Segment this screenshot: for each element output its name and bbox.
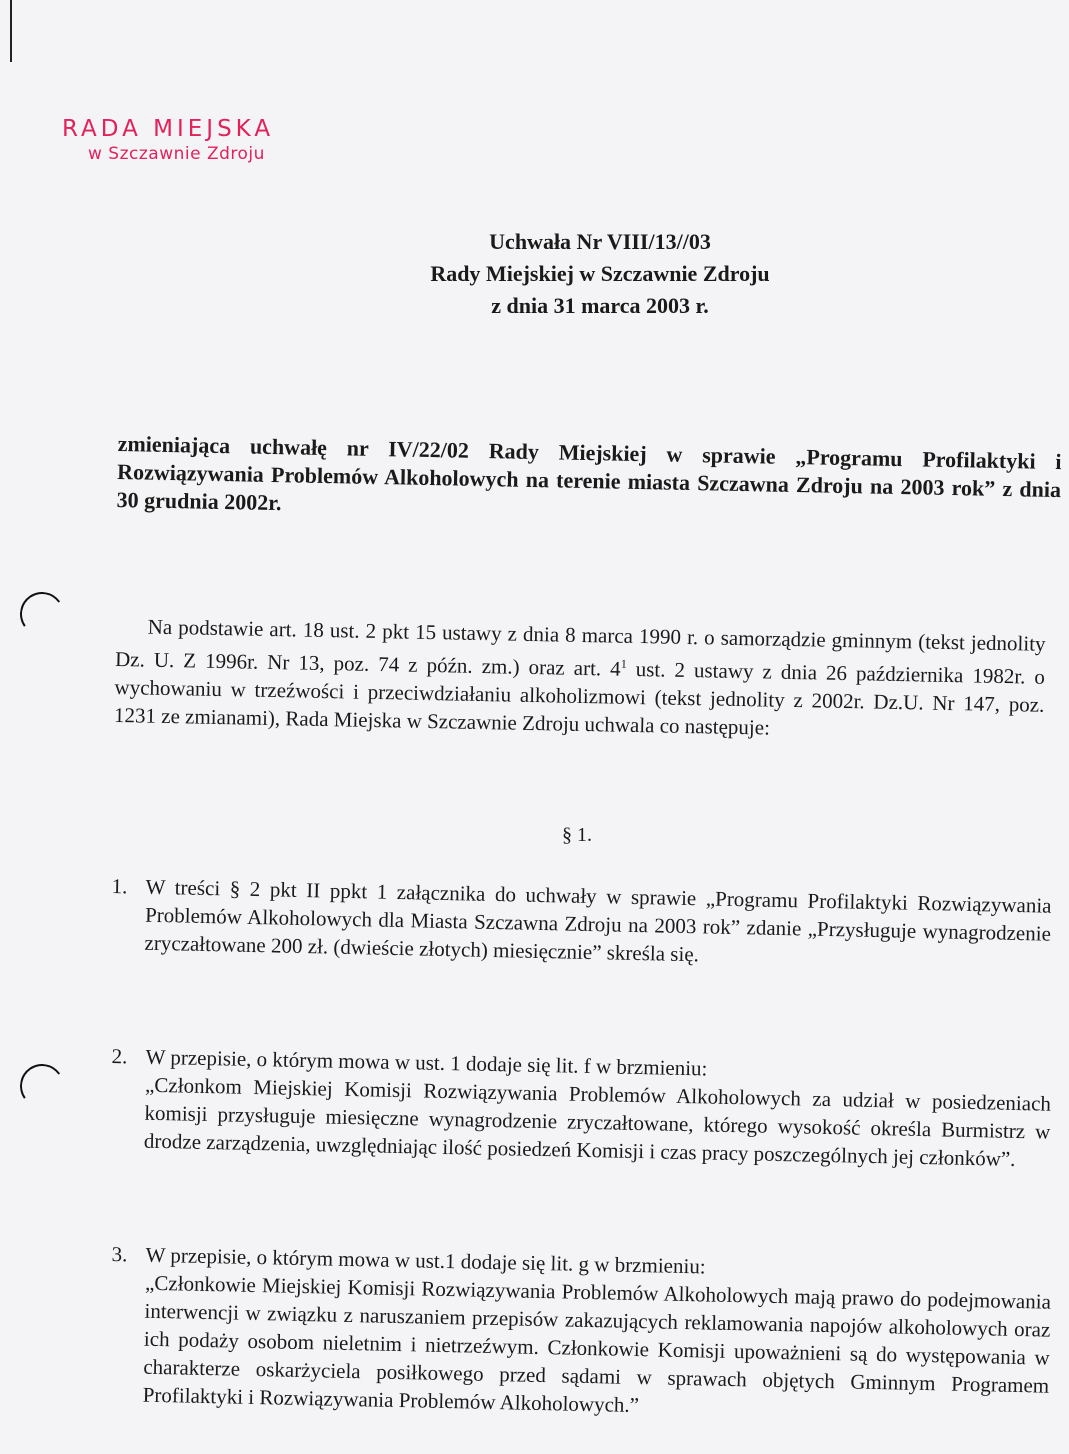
stamp-line-2: w Szczawnie Zdroju — [88, 144, 265, 164]
title-line-3: z dnia 31 marca 2003 r. — [491, 293, 709, 318]
list-item — [110, 872, 1052, 976]
item-lead: W przepisie, o którym mowa w ust. 1 dodaje się lit. f w brzmieniu: — [145, 1044, 708, 1081]
item-text: „Członkowie Miejskiej Komisji Rozwiązywania Problemów Alkoholowych mają prawo do podejmowania interwencji w związku z naruszaniem przepisów zakazujących reklamowania napojów alkoholowych oraz ich podaży osobom nieletnim i nietrzeźwym. Członkowie Komisji upoważnieni są do występowania w charakterze oskarżyciela posiłkowego przed sądami w sprawach objętych Gminnym Programem Profilaktyki i Rozwiązywania Problemów Alkoholowych.” — [142, 1270, 1052, 1418]
section-heading: § 1. — [562, 824, 592, 846]
article-superscript: 1 — [620, 656, 627, 671]
punch-hole-mark — [17, 589, 68, 640]
legal-basis-text-2: ust. 2 ustawy z dnia 26 października 1982r. o wychowaniu w trzeźwości i przeciwdziałaniu alkoholizmowi (tekst jednolity z 2002r. Dz.U. Nr 147, poz. 1231 ze zmianami), Rada Miejska w Szczawnie Zdroju uchwala co następuje: — [113, 656, 1046, 740]
legal-basis-paragraph — [114, 612, 1046, 747]
item-number: 3. — [111, 1241, 128, 1267]
item-text: „Członkom Miejskiej Komisji Rozwiązywania Problemów Alkoholowych za udział w posiedzeniach komisji przysługuje miesięczne wynagrodzenie zryczałtowane, którego wysokość określa Burmistrz w drodze zarządzenia, uwzględniając ilość posiedzeń Komisji i czas pracy poszczególnych jej członków”. — [143, 1072, 1052, 1171]
title-line-1: Uchwała Nr VIII/13//03 — [489, 229, 711, 254]
page-edge-mark — [10, 0, 12, 62]
item-text: W treści § 2 pkt II ppkt 1 załącznika do uchwały w sprawie „Programu Profilaktyki Rozwiązywania Problemów Alkoholowych dla Miasta Szczawna Zdroju na 2003 rok” zdanie „Przysługuje wynagrodzenie zryczałtowane 200 zł. (dwieście złotych) miesięcznie” skreśla się. — [144, 874, 1052, 967]
resolution-subject: zmieniająca uchwałę nr IV/22/02 Rady Miejskiej w sprawie „Programu Profilaktyki i Rozwiązywania Problemów Alkoholowych na terenie miasta Szczawna Zdroju na 2003 rok” z dnia 30 grudnia 2002r. — [116, 430, 1062, 516]
item-number: 1. — [111, 873, 128, 899]
title-line-2: Rady Miejskiej w Szczawnie Zdroju — [430, 261, 770, 286]
item-lead: W przepisie, o którym mowa w ust.1 dodaje się lit. g w brzmieniu: — [145, 1242, 706, 1279]
legal-basis-text-1: Na podstawie art. 18 ust. 2 pkt 15 ustawy z dnia 8 marca 1990 r. o samorządzie gminnym (tekst jednolity Dz. U. Z 1996r. Nr 13, poz. 74 z późn. zm.) oraz art. 4 — [114, 614, 1046, 681]
item-number: 2. — [111, 1043, 128, 1069]
resolution-title — [300, 226, 900, 322]
punch-hole-mark — [17, 1061, 68, 1112]
council-stamp — [62, 114, 274, 164]
stamp-line-1: RADA MIEJSKA — [62, 116, 275, 142]
list-item — [110, 1042, 1052, 1174]
list-item — [108, 1240, 1051, 1428]
